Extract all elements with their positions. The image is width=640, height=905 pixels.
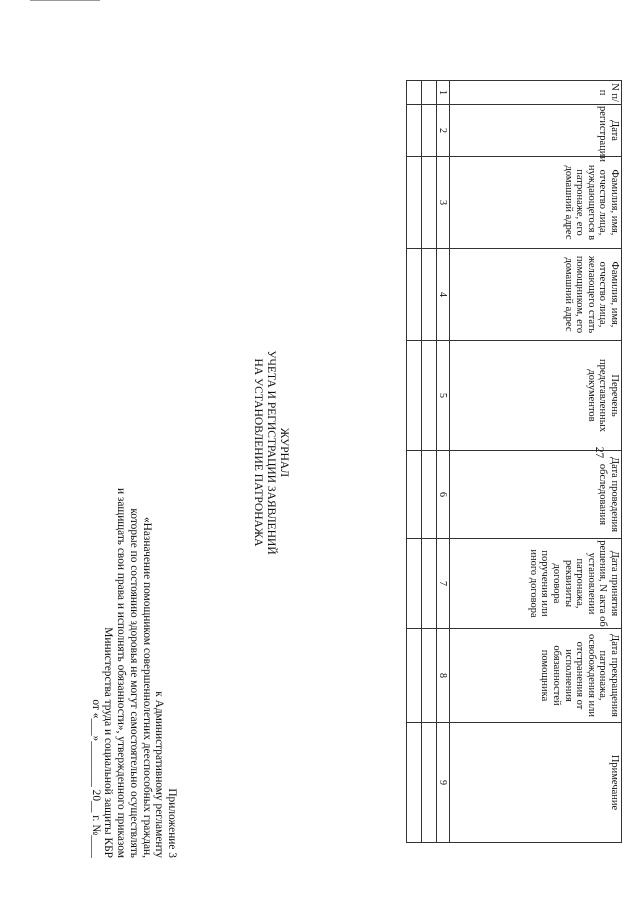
header-cell: Дата регистрации: [450, 105, 622, 157]
header-cell: Дата прекращения патронажа, освобождения или отстранения от исполнения обязанностей помощника: [450, 629, 622, 723]
journal-title: ЖУРНАЛ: [278, 427, 290, 478]
column-number: 8: [437, 629, 450, 723]
journal-heading: [251, 0, 290, 905]
column-number: 2: [437, 105, 450, 157]
page-number: 27: [593, 446, 605, 459]
column-number: 3: [437, 157, 450, 249]
appendix-title: Приложение 3: [166, 788, 178, 858]
table-row: [422, 81, 437, 843]
appendix-line: «Назначение помощником совершеннолетних дееспособных граждан,: [140, 516, 153, 858]
page-edge-line: [30, 0, 100, 1]
column-number: 9: [437, 723, 450, 843]
header-cell: Дата принятия решения, N акта об установлении патронажа, реквизиты договора поручения или иного договора: [450, 539, 622, 629]
column-number: 5: [437, 341, 450, 451]
appendix-line: и защищать свои права и исполнять обязанности», утвержденного приказом: [115, 487, 128, 858]
table-number-row: [437, 81, 450, 843]
column-number: 4: [437, 249, 450, 341]
appendix-line: Министерства труда и социальной защиты КБР: [102, 627, 115, 858]
column-number: 6: [437, 451, 450, 539]
appendix-line: к Административному регламенту: [153, 691, 166, 858]
journal-subtitle: НА УСТАНОВЛЕНИЕ ПАТРОНАЖА: [252, 358, 264, 547]
table-row: [407, 81, 422, 843]
header-cell: Фамилия, имя, отчество лица, желающего стать помощником, его домашний адрес: [450, 249, 622, 341]
header-cell: Перечень представленных документов: [450, 341, 622, 451]
column-number: 1: [437, 81, 450, 105]
journal-subtitle: УЧЕТА И РЕГИСТРАЦИИ ЗАЯВЛЕНИЙ: [265, 350, 277, 555]
registration-table: [406, 80, 622, 843]
appendix-block: [89, 60, 178, 858]
header-cell: Дата проведения обследования: [450, 451, 622, 539]
column-number: 7: [437, 539, 450, 629]
header-cell: N п/п: [450, 81, 622, 105]
appendix-line: которые по состоянию здоровья не могут самостоятельно осуществлять: [127, 508, 140, 858]
header-cell: Примечание: [450, 723, 622, 843]
header-cell: Фамилия, имя, отчество лица, нуждающегося в патронаже, его домашний адрес: [450, 157, 622, 249]
appendix-line: от «___»________ 20__ г. №____: [89, 699, 102, 858]
